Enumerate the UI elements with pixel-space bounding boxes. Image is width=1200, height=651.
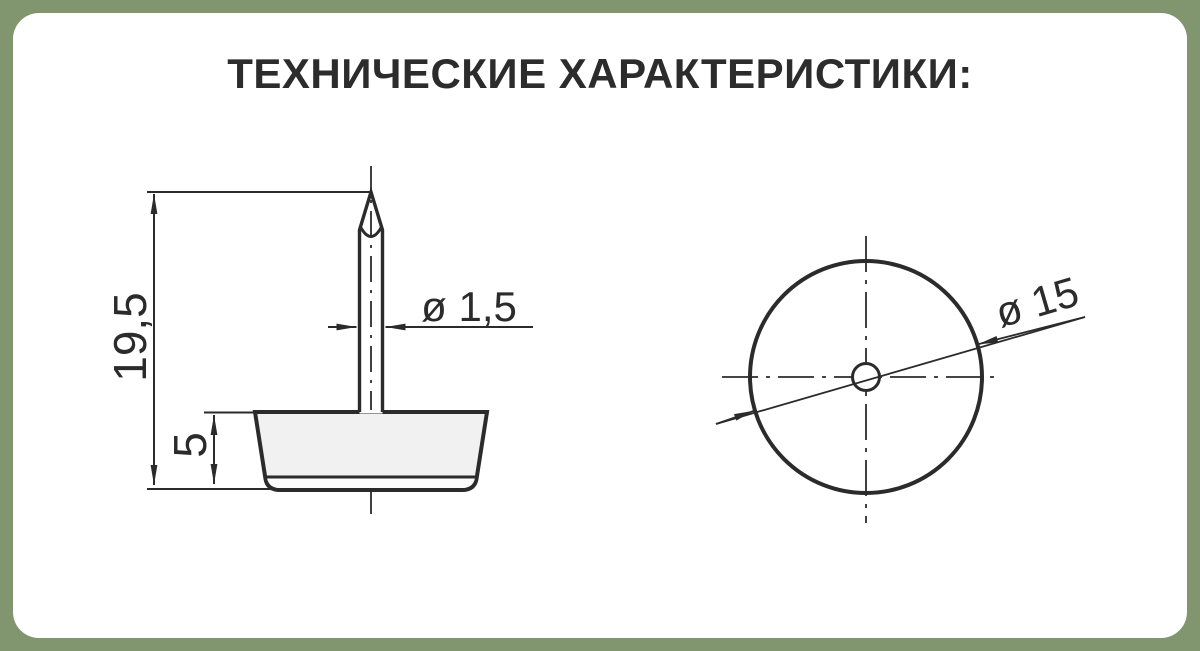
- dimension-outer-diameter-label: ø 15: [990, 267, 1084, 337]
- page-title: ТЕХНИЧЕСКИЕ ХАРАКТЕРИСТИКИ:: [227, 50, 973, 97]
- glide-base-pad-strip: [267, 478, 475, 488]
- dimension-total-height: [104, 194, 156, 485]
- dimension-base-height: [164, 415, 216, 484]
- dimension-total-height-label: 19,5: [104, 292, 156, 382]
- top-view-drawing: [716, 236, 1085, 523]
- dimension-base-height-label: 5: [164, 432, 216, 458]
- dimension-pin-diameter-label: ø 1,5: [421, 283, 517, 330]
- side-view-drawing: [104, 166, 533, 514]
